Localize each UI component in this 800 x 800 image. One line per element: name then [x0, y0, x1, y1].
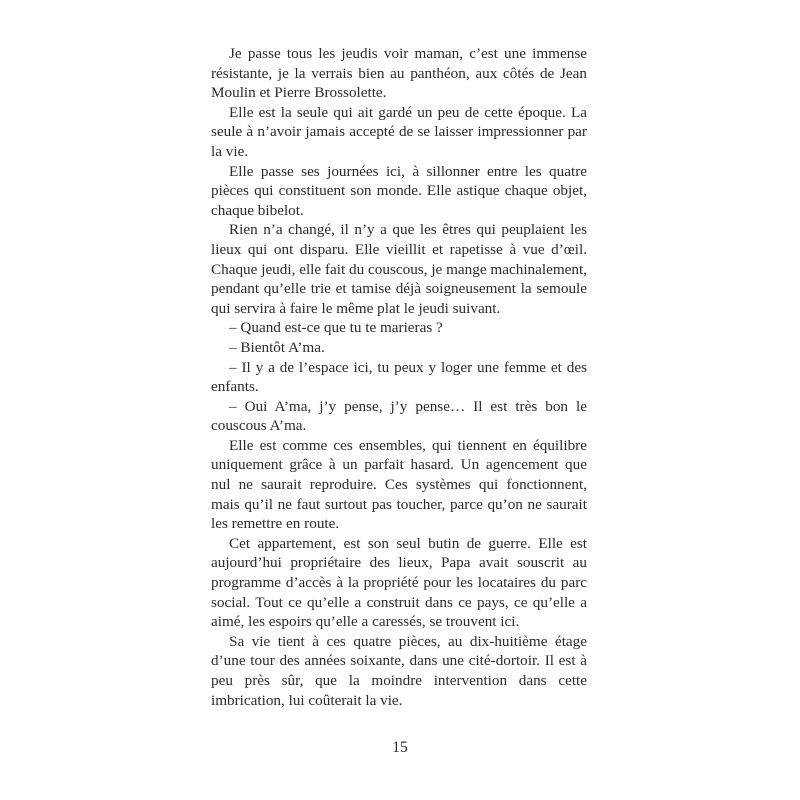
page-number: 15: [392, 739, 408, 756]
dialogue-line: – Oui A’ma, j’y pense, j’y pense… Il est très bon le couscous A’ma.: [211, 397, 587, 435]
paragraph: Elle est comme ces ensembles, qui tiennent en équilibre uniquement grâce à un parfait hasard. Un agencement que nul ne saurait reproduire. Ces systèmes qui fonctionnent, mais qu’il ne faut surtout pas toucher, parce qu’on ne saurait les remettre en route.: [211, 436, 587, 533]
paragraph: Rien n’a changé, il n’y a que les êtres qui peuplaient les lieux qui ont disparu. Elle vieillit et rapetisse à vue d’œil. Chaque jeudi, elle fait du couscous, je mange machinalement, pendant qu’elle trie et tamise déjà soigneusement la semoule qui servira à faire le même plat le jeudi suivant.: [211, 221, 587, 317]
dialogue-line: – Quand est-ce que tu te marieras ?: [229, 319, 443, 337]
dialogue-line: – Bientôt A’ma.: [229, 338, 325, 356]
paragraph: Elle est la seule qui ait gardé un peu de cette époque. La seule à n’avoir jamais accepté de se laisser impressionner par la vie.: [211, 103, 587, 160]
paragraph: Je passe tous les jeudis voir maman, c’est une immense résistante, je la verrais bien au panthéon, aux côtés de Jean Moulin et Pierre Brossolette.: [211, 45, 587, 102]
page-body: [211, 44, 587, 710]
dialogue-line: – Il y a de l’espace ici, tu peux y loger une femme et des enfants.: [211, 358, 587, 396]
paragraph: Sa vie tient à ces quatre pièces, au dix-huitième étage d’une tour des années soixante, dans une cité-dortoir. Il est à peu près sûr, que la moindre intervention dans cette imbrication, lui coûterait la vie.: [211, 632, 587, 709]
paragraph: Elle passe ses journées ici, à sillonner entre les quatre pièces qui constituent son monde. Elle astique chaque objet, chaque bibelot.: [211, 162, 587, 219]
paragraph: Cet appartement, est son seul butin de guerre. Elle est aujourd’hui propriétaire des lieux, Papa avait souscrit au programme d’accès à la propriété pour les locataires du parc social. Tout ce qu’elle a construit dans ce pays, ce qu’elle a aimé, les espoirs qu’elle a caressés, se trouvent ici.: [211, 534, 587, 631]
